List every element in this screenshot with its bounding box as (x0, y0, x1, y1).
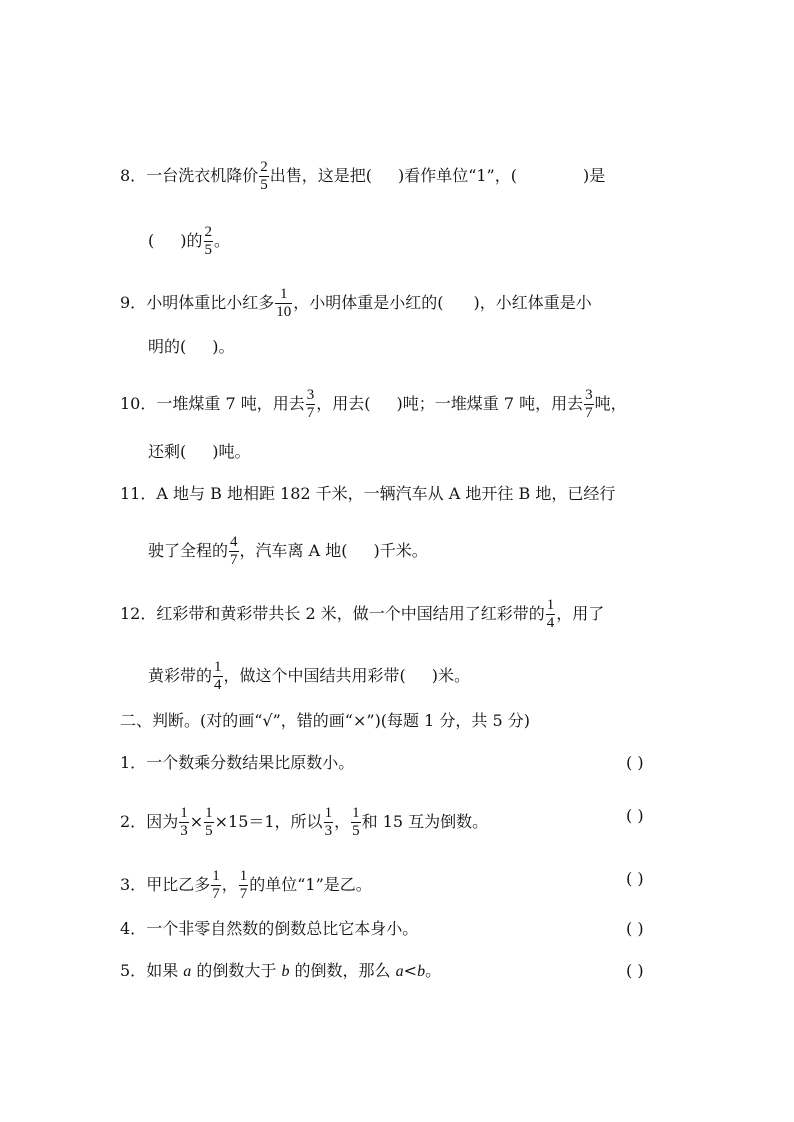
answer-parentheses[interactable]: ( ) (626, 961, 644, 980)
section-2-heading: 二、判断。(对的画“√”，错的画“×”)(每题 1 分，共 5 分) (120, 711, 530, 730)
judgement-item-5: 5．如果 a 的倒数大于 b 的倒数，那么 a<b。 (120, 961, 442, 980)
question-10-line-2: 还剩( )吨。 (148, 442, 251, 461)
fraction: $\frac{1}{4}$ (546, 597, 555, 631)
question-number: 11． (120, 484, 157, 503)
fraction: $\frac{1}{5}$ (205, 805, 213, 839)
question-number: 3． (120, 875, 147, 894)
judgement-item-1: 1．一个数乘分数结果比原数小。 (120, 753, 355, 772)
question-number: 1． (120, 753, 147, 772)
fraction: $\frac{3}{7}$ (585, 387, 593, 421)
question-10-line-1: 10．一堆煤重 7 吨，用去 $\frac{3}{7}$ ，用去( )吨；一堆煤重 7 吨，用去 $\frac{3}{7}$ 吨， (120, 387, 627, 421)
fraction: $\frac{2}{5}$ (204, 224, 212, 258)
judgement-item-3: 3．甲比乙多 $\frac{1}{7}$ ， $\frac{1}{7}$ 的单位“1”是乙。 (120, 868, 372, 902)
question-number: 5． (120, 961, 147, 980)
fraction: $\frac{1}{3}$ (180, 805, 188, 839)
question-9-line-1: 9．小明体重比小红多 $\frac{1}{10}$ ，小明体重是小红的( )，小红体重是小 (120, 286, 592, 320)
question-number: 10． (120, 394, 157, 413)
answer-parentheses[interactable]: ( ) (626, 919, 644, 938)
question-number: 9． (120, 293, 147, 312)
question-number: 2． (120, 812, 147, 831)
answer-parentheses[interactable]: ( ) (626, 753, 644, 772)
answer-parentheses[interactable]: ( ) (626, 806, 644, 825)
question-number: 8． (120, 166, 147, 185)
fraction: $\frac{1}{4}$ (214, 659, 222, 693)
fraction: $\frac{3}{7}$ (306, 387, 315, 421)
fraction: $\frac{1}{7}$ (212, 868, 220, 902)
question-11-line-1: 11．A 地与 B 地相距 182 千米，一辆汽车从 A 地开往 B 地，已经行 (120, 484, 616, 503)
question-number: 4． (120, 919, 147, 938)
fraction: $\frac{1}{10}$ (276, 286, 292, 320)
fraction: $\frac{1}{3}$ (324, 805, 333, 839)
question-11-line-2: 驶了全程的 $\frac{4}{7}$ ，汽车离 A 地( )千米。 (148, 534, 428, 568)
fraction: $\frac{1}{7}$ (239, 868, 248, 902)
question-12-line-1: 12．红彩带和黄彩带共长 2 米，做一个中国结用了红彩带的 $\frac{1}{4}$ ，用了 (120, 597, 605, 631)
question-12-line-2: 黄彩带的 $\frac{1}{4}$ ，做这个中国结共用彩带( )米。 (148, 659, 471, 693)
fraction: $\frac{1}{5}$ (352, 805, 360, 839)
answer-parentheses[interactable]: ( ) (626, 869, 644, 888)
question-number: 12． (120, 604, 157, 623)
fraction: $\frac{4}{7}$ (230, 534, 238, 568)
fraction: $\frac{2}{5}$ (260, 159, 268, 193)
question-8-line-2: ( )的 $\frac{2}{5}$ 。 (148, 224, 231, 258)
judgement-item-2: 2．因为 $\frac{1}{3}$ × $\frac{1}{5}$ ×15＝1，所以 $\frac{1}{3}$ ， $\frac{1}{5}$ 和 15 互为倒数。 (120, 805, 489, 839)
question-9-line-2: 明的( )。 (148, 337, 235, 356)
question-8-line-1: 8．一台洗衣机降价 $\frac{2}{5}$ 出售，这是把( )看作单位“1”，( )是 (120, 159, 606, 193)
judgement-item-4: 4．一个非零自然数的倒数总比它本身小。 (120, 919, 419, 938)
